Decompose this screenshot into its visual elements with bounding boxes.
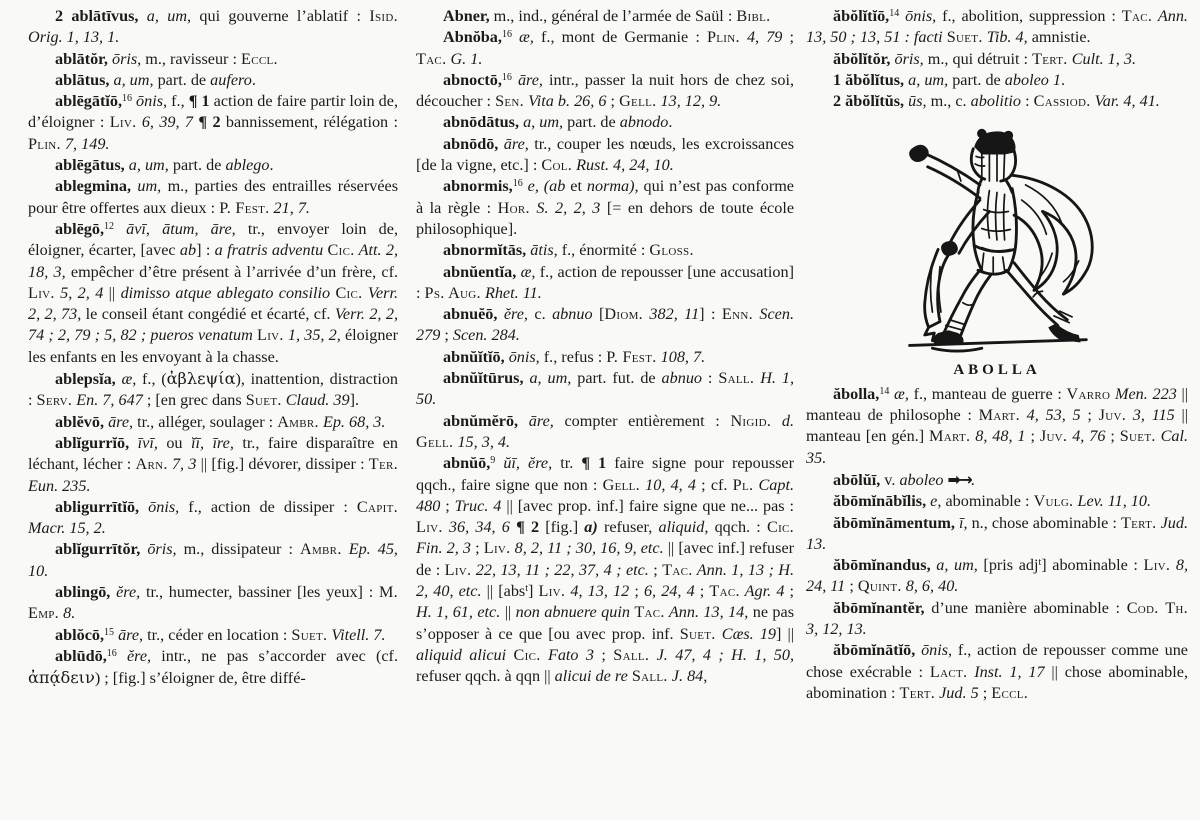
dictionary-entry: ablŏcō,$^{15}$ āre, tr., céder en location : Suet. Vitell. 7. bbox=[55, 625, 386, 644]
dictionary-entry: abnormis,$^{16}$ e, (ab et norma), qui n’est pas conforme à la règle : Hor. S. 2, 2, 3 [= en dehors de toute école philosophique]. bbox=[416, 177, 794, 238]
dictionary-entry: 2 ăbŏlĭtŭs, ūs, m., c. abolitio : Cassiod. Var. 4, 41. bbox=[833, 92, 1160, 111]
dictionary-entry: ablegmina, um, m., parties des entrailles réservées pour être offertes aux dieux : P. Fest. 21, 7. bbox=[28, 177, 398, 217]
figure-caption: ABOLLA bbox=[953, 362, 1041, 379]
dictionary-entry: ăbōmĭnābĭlis, e, abominable : Vulg. Lev. 11, 10. bbox=[833, 492, 1152, 511]
dictionary-entry: 2 ablātīvus, a, um, qui gouverne l’ablatif : Isid. Orig. 1, 13, 1. bbox=[28, 7, 398, 47]
dictionary-entry: abnormĭtās, ātis, f., énormité : Gloss. bbox=[443, 241, 694, 260]
dictionary-entry: ăbōmĭnāmentum, ī, n., chose abominable : Tert. Jud. 13. bbox=[806, 513, 1188, 553]
dictionary-entry: 1 ăbŏlĭtus, a, um, part. de aboleo 1. bbox=[833, 70, 1066, 89]
column-1 bbox=[28, 6, 398, 818]
dictionary-entry: ăbolla,$^{14}$ æ, f., manteau de guerre : Varro Men. 223 || manteau de philosophe : Mart. 4, 53, 5 ; Juv. 3, 115 || manteau [en gén.] Mart. 8, 48, 1 ; Juv. 4, 76 ; Suet. Cal. 35. bbox=[806, 384, 1188, 467]
dictionary-entry: ablĕvō, āre, tr., alléger, soulager : Ambr. Ep. 68, 3. bbox=[55, 412, 386, 431]
dictionary-entry: ablēgātus, a, um, part. de ablego. bbox=[55, 156, 274, 175]
dictionary-entry: ăbōmĭnātĭō, ōnis, f., action de repousser comme une chose exécrable : Lact. Inst. 1, 17 || chose abominable, abomination : Tert. Jud. 5 ; Eccl. bbox=[806, 641, 1188, 702]
abolla-figure-drawing bbox=[883, 120, 1111, 358]
dictionary-entry: ăbŏlĭtŏr, ōris, m., qui détruit : Tert. Cult. 1, 3. bbox=[833, 49, 1136, 68]
dictionary-entry: abligurrītĭō, ōnis, f., action de dissiper : Capit. Macr. 15, 2. bbox=[28, 497, 398, 538]
dictionary-entry: abōlŭī, v. aboleo ➡→. bbox=[833, 469, 975, 489]
dictionary-entry: abnoctō,$^{16}$ āre, intr., passer la nuit hors de chez soi, découcher : Sen. Vita b. 26, 6 ; Gell. 13, 12, 9. bbox=[416, 70, 794, 111]
dictionary-entry: ablĭgurrītŏr, ōris, m., dissipateur : Ambr. Ep. 45, 10. bbox=[28, 540, 398, 580]
dictionary-entry: Abnŏba,$^{16}$ æ, f., mont de Germanie : Plin. 4, 79 ; Tac. G. 1. bbox=[416, 28, 794, 68]
column-3-lower-entries bbox=[806, 384, 1188, 704]
column-2 bbox=[416, 6, 794, 818]
dictionary-entry: ăbŏlĭtĭō,$^{14}$ ōnis, f., abolition, suppression : Tac. Ann. 13, 50 ; 13, 51 : facti Suet. Tib. 4, amnistie. bbox=[806, 7, 1188, 47]
dictionary-entry: ablĭgurrĭō, īvī, ou ĭī, īre, tr., faire disparaître en léchant, lécher : Arn. 7, 3 || [fig.] dévorer, dissiper : Ter. Eun. 235. bbox=[28, 433, 398, 495]
dictionary-entry: ablēgō,$^{12}$ āvī, ātum, āre, tr., envoyer loin de, éloigner, écarter, [avec ab] : a fratris adventu Cic. Att. 2, 18, 3, empêcher d’être présent à l’arrivée d’un frère, cf. Liv. 5, 2, 4 || dimisso atque ablegato consilio Cic. Verr. 2, 2, 73, le conseil étant congédié et écarté, cf. Verr. 2, 2, 74 ; 2, 79 ; 5, 82 ; pueros venatum Liv. 1, 35, 2, éloigner les enfants en les envoyant à la chasse. bbox=[28, 219, 398, 366]
dictionary-entry: abnŭĭtĭō, ōnis, f., refus : P. Fest. 108, 7. bbox=[443, 347, 706, 366]
dictionary-entry: abnōdō, āre, tr., couper les nœuds, les excroissances [de la vigne, etc.] : Col. Rust. 4, 24, 10. bbox=[416, 134, 794, 175]
dictionary-entry: Abner, m., ind., général de l’armée de Saül : Bibl. bbox=[443, 7, 771, 25]
column-3-upper-entries bbox=[806, 6, 1188, 112]
dictionary-entry: ablingō, ĕre, tr., humecter, bassiner [les yeux] : M. Emp. 8. bbox=[28, 583, 398, 623]
dictionary-entry: abnōdātus, a, um, part. de abnodo. bbox=[443, 113, 673, 132]
dictionary-entry: abnŭmĕrō, āre, compter entièrement : Nigid. d. Gell. 15, 3, 4. bbox=[416, 411, 794, 451]
dictionary-entry: ăbōmĭnandus, a, um, [pris adj$^t$] abominable : Liv. 8, 24, 11 ; Quint. 8, 6, 40. bbox=[806, 556, 1188, 596]
dictionary-entry: ăbōmĭnantĕr, d’une manière abominable : Cod. Th. 3, 12, 13. bbox=[806, 598, 1188, 639]
dictionary-entry: ablātŏr, ōris, m., ravisseur : Eccl. bbox=[55, 49, 278, 68]
dictionary-entry: ablēgātĭō,$^{16}$ ōnis, f., ¶ 1 action de faire partir loin de, d’éloigner : Liv. 6, 39, 7 ¶ 2 bannissement, rélégation : Plin. 7, 149. bbox=[28, 92, 398, 153]
dictionary-entry: ablātus, a, um, part. de aufero. bbox=[55, 70, 256, 89]
abolla-illustration bbox=[877, 120, 1117, 381]
dictionary-entry: abnŭĭtūrus, a, um, part. fut. de abnuo : Sall. H. 1, 50. bbox=[416, 369, 794, 409]
dictionary-entry: abnuĕō, ĕre, c. abnuo [Diom. 382, 11] : Enn. Scen. 279 ; Scen. 284. bbox=[416, 305, 794, 345]
dictionary-entry: abnŭentĭa, æ, f., action de repousser [une accusation] : Ps. Aug. Rhet. 11. bbox=[416, 262, 794, 302]
dictionary-entry: ablepsĭa, æ, f., (ἀβλεψία), inattention, distraction : Serv. En. 7, 647 ; [en grec dans Suet. Claud. 39]. bbox=[28, 369, 398, 410]
dictionary-entry: ablūdō,$^{16}$ ĕre, intr., ne pas s’accorder avec (cf. ἀπᾴδειν) ; [fig.] s’éloigner de, être diffé- bbox=[28, 646, 398, 688]
column-3 bbox=[806, 6, 1188, 818]
dictionary-entry: abnŭō,$^9$ ŭī, ĕre, tr. ¶ 1 faire signe pour repousser qqch., faire signe que non : Gell. 10, 4, 4 ; cf. Pl. Capt. 480 ; Truc. 4 || [avec prop. inf.] faire signe que ne... pas : Liv. 36, 34, 6 ¶ 2 [fig.] a) refuser, aliquid, qqch. : Cic. Fin. 2, 3 ; Liv. 8, 2, 11 ; 30, 16, 9, etc. || [avec inf.] refuser de : Liv. 22, 13, 11 ; 22, 37, 4 ; etc. ; Tac. Ann. 1, 13 ; H. 2, 40, etc. || [abs$^t$] Liv. 4, 13, 12 ; 6, 24, 4 ; Tac. Agr. 4 ; H. 1, 61, etc. || non abnuere quin Tac. Ann. 13, 14, ne pas s’opposer à ce que [ou avec prop. inf. Suet. Cæs. 19] || aliquid alicui Cic. Fato 3 ; Sall. J. 47, 4 ; H. 1, 50, refuser qqch. à qqn || alicui de re Sall. J. 84, bbox=[416, 454, 794, 686]
